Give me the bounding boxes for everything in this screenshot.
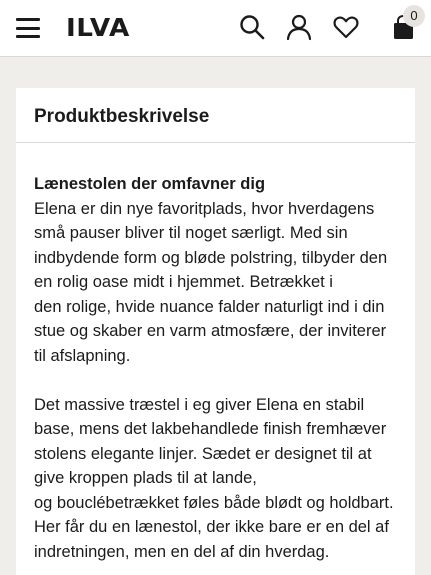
text-line: og bouclébetrækket føles både blødt og holdbart. <box>34 493 394 512</box>
text-line: en rolig oase midt i hjemmet. Betrækket i <box>34 273 333 291</box>
user-icon[interactable] <box>284 12 314 42</box>
text-line: til afslapning. <box>34 346 131 365</box>
paragraph-1 <box>34 172 404 368</box>
menu-icon[interactable] <box>16 17 40 39</box>
ilva-logo[interactable]: ILVA <box>66 13 130 42</box>
text-line: stolens elegante linjer. Sædet er designet til at <box>34 444 372 463</box>
text-line: indretningen, men en del af din hverdag. <box>34 542 330 561</box>
text-line: den rolige, hvide nuance falder naturligt ind i din <box>34 297 385 316</box>
heart-icon[interactable] <box>331 12 361 42</box>
site-header <box>0 0 431 57</box>
text-line: Elena er din nye favoritplads, hvor hverdagens <box>34 199 375 218</box>
section-title: Produktbeskrivelse <box>34 106 210 127</box>
text-line: base, mens det lakbehandlede finish fremhæver <box>34 420 387 438</box>
text-line: stue og skaber en varm atmosfære, der inviterer <box>34 322 387 340</box>
text-line: små pauser bliver til noget særligt. Med sin <box>34 224 348 242</box>
description-subheading: Lænestolen der omfavner dig <box>34 175 266 193</box>
cart-count-badge: 0 <box>403 5 425 27</box>
divider <box>16 142 415 143</box>
text-line: Det massive træstel i eg giver Elena en stabil <box>34 395 365 414</box>
search-icon[interactable] <box>237 12 267 42</box>
text-line: indbydende form og bløde polstring, tilbyder den <box>34 248 388 267</box>
text-line: Her får du en lænestol, der ikke bare er en del af <box>34 518 389 536</box>
description-text <box>34 172 404 564</box>
product-description-card <box>16 88 415 575</box>
text-line: give kroppen plads til at lande, <box>34 469 257 487</box>
paragraph-2 <box>34 393 404 565</box>
